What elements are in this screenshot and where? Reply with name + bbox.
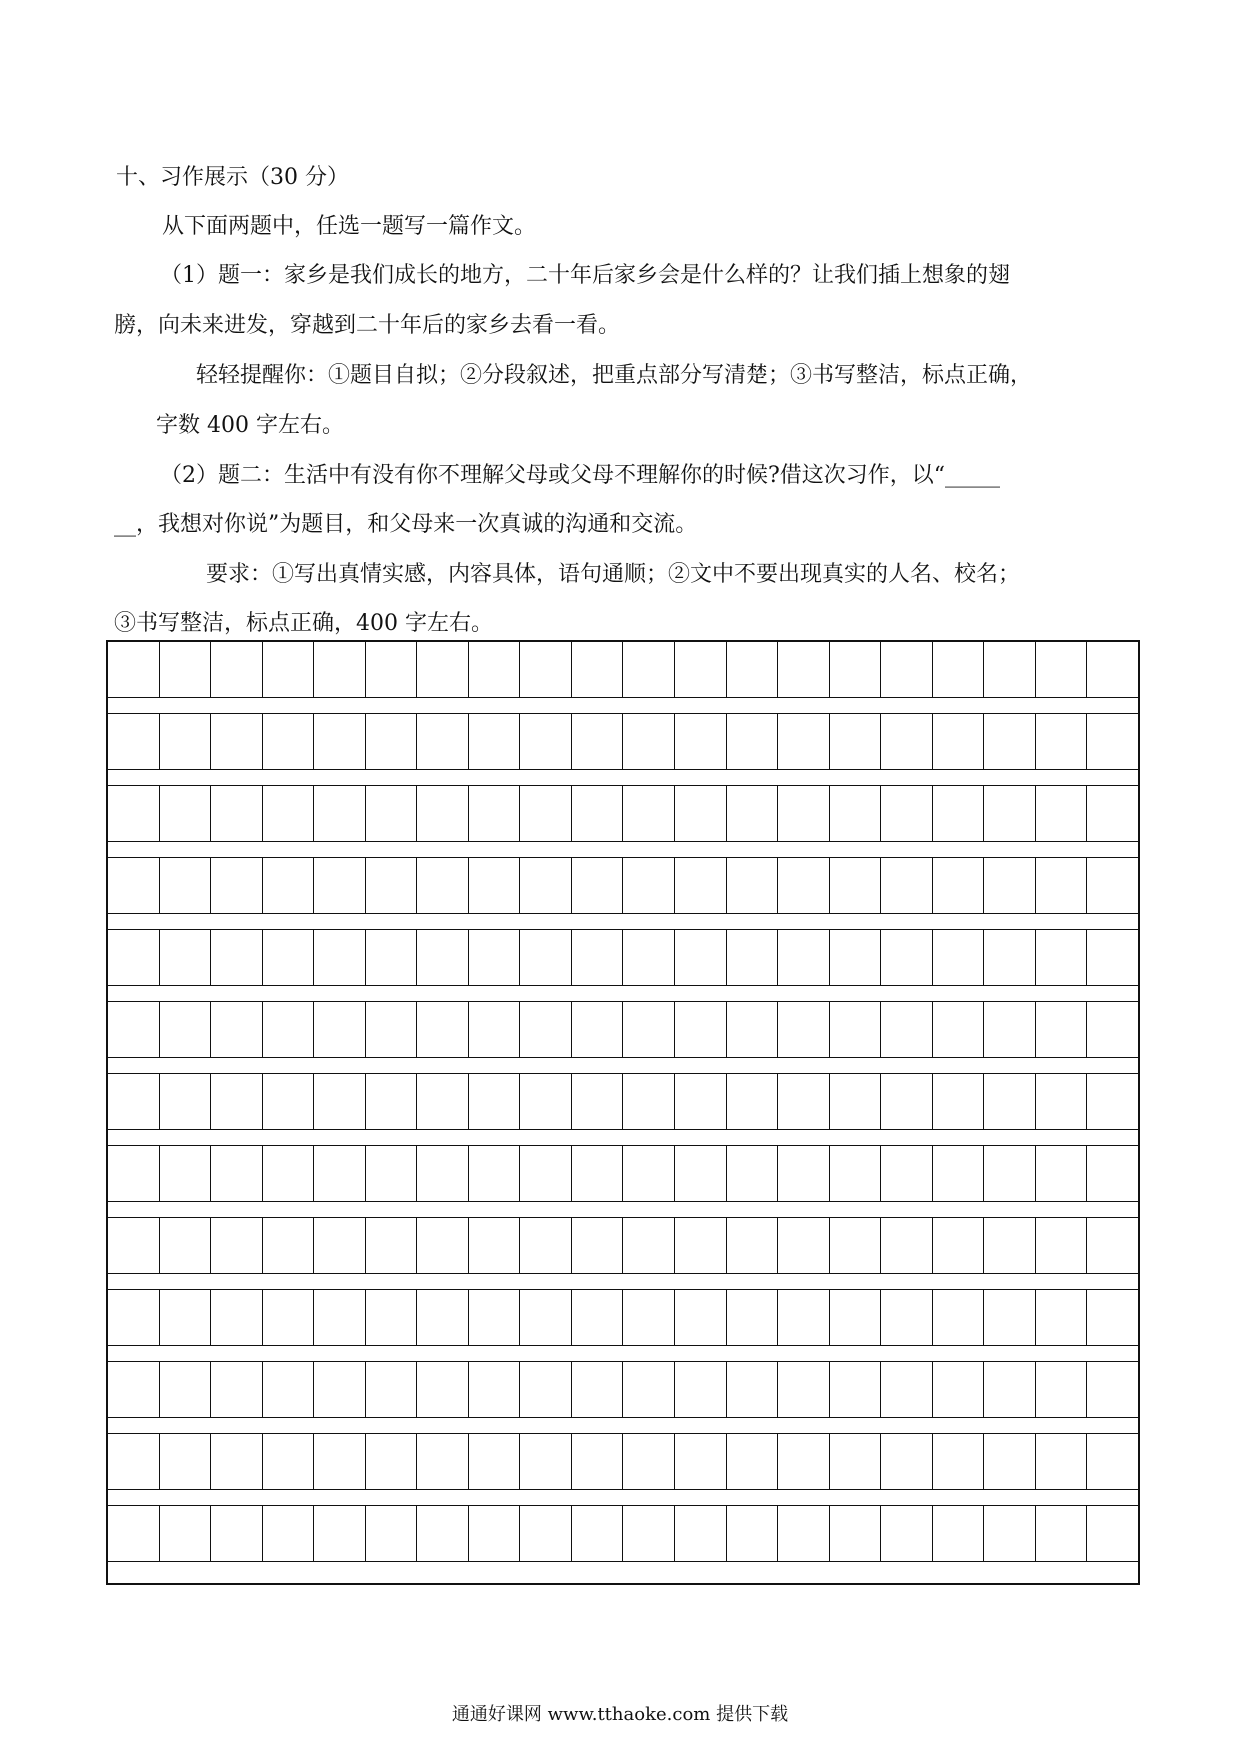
grid-cell <box>1036 858 1088 913</box>
grid-cell <box>778 642 830 697</box>
grid-cell <box>675 1002 727 1057</box>
grid-cell <box>778 1002 830 1057</box>
grid-cell <box>160 786 212 841</box>
grid-row <box>108 786 1138 858</box>
topic1-hint-line2: 字数 400 字左右。 <box>156 413 344 438</box>
composition-grid <box>106 640 1140 1585</box>
grid-cell <box>314 930 366 985</box>
grid-cell <box>778 858 830 913</box>
grid-cell <box>830 1506 882 1561</box>
grid-cell <box>623 1002 675 1057</box>
grid-cell <box>520 1074 572 1129</box>
grid-cell <box>160 1506 212 1561</box>
grid-cell <box>675 930 727 985</box>
grid-cell <box>1036 1146 1088 1201</box>
grid-cell <box>881 714 933 769</box>
grid-cell <box>830 642 882 697</box>
grid-cell <box>108 1074 160 1129</box>
grid-cell <box>572 930 624 985</box>
grid-cell <box>108 930 160 985</box>
grid-cell <box>830 1146 882 1201</box>
topic1-line2: 膀，向未来进发，穿越到二十年后的家乡去看一看。 <box>114 313 621 338</box>
grid-cell <box>623 1290 675 1345</box>
topic1-line1: （1）题一：家乡是我们成长的地方，二十年后家乡会是什么样的？让我们插上想象的翅 <box>160 263 1010 288</box>
grid-cell <box>469 714 521 769</box>
grid-cell <box>1087 858 1138 913</box>
grid-cell <box>108 1002 160 1057</box>
grid-cell <box>623 1146 675 1201</box>
grid-cell <box>469 1218 521 1273</box>
grid-cell <box>417 1506 469 1561</box>
grid-cell <box>623 1506 675 1561</box>
grid-cell <box>211 930 263 985</box>
grid-cell <box>211 1074 263 1129</box>
grid-cell <box>211 1362 263 1417</box>
grid-cell <box>984 714 1036 769</box>
grid-cell <box>1087 1074 1138 1129</box>
grid-cell <box>314 1362 366 1417</box>
grid-cell <box>727 930 779 985</box>
grid-cell <box>263 714 315 769</box>
grid-cell <box>933 1290 985 1345</box>
grid-cell <box>778 786 830 841</box>
grid-row <box>108 1218 1138 1290</box>
grid-cell <box>160 858 212 913</box>
grid-cell <box>727 786 779 841</box>
grid-row-gap <box>108 769 1138 786</box>
grid-cell <box>984 1506 1036 1561</box>
grid-cell <box>211 1146 263 1201</box>
grid-cell <box>727 642 779 697</box>
grid-cell <box>933 1362 985 1417</box>
grid-cell <box>933 1146 985 1201</box>
grid-cell <box>366 1074 418 1129</box>
grid-cell <box>469 1434 521 1489</box>
grid-cell <box>830 1362 882 1417</box>
grid-cell <box>1036 1434 1088 1489</box>
grid-cell <box>778 1218 830 1273</box>
grid-cell <box>160 1434 212 1489</box>
grid-cell <box>263 1434 315 1489</box>
grid-cell <box>366 642 418 697</box>
grid-cell <box>778 930 830 985</box>
grid-cell <box>314 1434 366 1489</box>
grid-cell <box>881 1146 933 1201</box>
grid-cell <box>881 858 933 913</box>
grid-cell <box>1036 1074 1088 1129</box>
grid-cell <box>675 1146 727 1201</box>
grid-cell <box>211 1002 263 1057</box>
grid-cell <box>984 1290 1036 1345</box>
grid-cell <box>314 1290 366 1345</box>
grid-row-gap <box>108 1057 1138 1074</box>
grid-cell <box>1036 786 1088 841</box>
grid-cell <box>778 1434 830 1489</box>
grid-cell <box>933 1506 985 1561</box>
grid-cell <box>1087 1290 1138 1345</box>
topic1-hint-line1: 轻轻提醒你：①题目自拟；②分段叙述，把重点部分写清楚；③书写整洁，标点正确， <box>196 363 1033 388</box>
grid-row <box>108 1146 1138 1218</box>
grid-cell <box>417 1218 469 1273</box>
grid-cell <box>881 1434 933 1489</box>
grid-cell <box>417 1290 469 1345</box>
grid-cell <box>108 858 160 913</box>
grid-cell <box>984 858 1036 913</box>
grid-cell <box>520 930 572 985</box>
grid-cell <box>160 1362 212 1417</box>
grid-cell <box>881 1362 933 1417</box>
grid-cell <box>727 1362 779 1417</box>
grid-cell <box>675 1506 727 1561</box>
section-title: 十、习作展示（30 分） <box>116 165 349 190</box>
grid-cell <box>520 1362 572 1417</box>
grid-cell <box>675 1362 727 1417</box>
grid-cell <box>623 1218 675 1273</box>
grid-cell <box>417 930 469 985</box>
grid-cell <box>933 1074 985 1129</box>
grid-row <box>108 1506 1138 1578</box>
grid-cell <box>675 786 727 841</box>
grid-cell <box>727 1218 779 1273</box>
grid-cell <box>1036 930 1088 985</box>
grid-row-gap <box>108 1489 1138 1506</box>
grid-cell <box>1036 642 1088 697</box>
grid-cell <box>417 1362 469 1417</box>
grid-row <box>108 714 1138 786</box>
grid-cell <box>1036 1290 1088 1345</box>
grid-cell <box>778 1290 830 1345</box>
grid-cell <box>108 714 160 769</box>
grid-cell <box>572 714 624 769</box>
grid-cell <box>675 858 727 913</box>
grid-cell <box>108 1434 160 1489</box>
grid-row-gap <box>108 1129 1138 1146</box>
grid-cell <box>1087 1362 1138 1417</box>
grid-cell <box>984 786 1036 841</box>
grid-cell <box>572 1434 624 1489</box>
grid-cell <box>778 1362 830 1417</box>
grid-cell <box>778 1146 830 1201</box>
grid-cell <box>984 1146 1036 1201</box>
grid-cell <box>469 1506 521 1561</box>
grid-cell <box>778 714 830 769</box>
grid-cell <box>520 642 572 697</box>
grid-cell <box>1087 1434 1138 1489</box>
grid-cell <box>314 1506 366 1561</box>
grid-cell <box>417 858 469 913</box>
grid-cell <box>417 642 469 697</box>
grid-cell <box>623 786 675 841</box>
intro-text: 从下面两题中，任选一题写一篇作文。 <box>162 214 537 239</box>
grid-cell <box>366 1290 418 1345</box>
grid-cell <box>1036 1002 1088 1057</box>
grid-row <box>108 1290 1138 1362</box>
grid-cell <box>263 1290 315 1345</box>
grid-cell <box>933 1434 985 1489</box>
grid-cell <box>623 930 675 985</box>
grid-cell <box>520 1218 572 1273</box>
grid-cell <box>263 1074 315 1129</box>
grid-cell <box>778 1506 830 1561</box>
grid-row-gap <box>108 1201 1138 1218</box>
grid-cell <box>727 858 779 913</box>
grid-cell <box>1087 1146 1138 1201</box>
grid-cell <box>623 1434 675 1489</box>
grid-cell <box>263 786 315 841</box>
grid-cell <box>1036 1362 1088 1417</box>
grid-cell <box>314 1218 366 1273</box>
grid-cell <box>417 1002 469 1057</box>
grid-cell <box>263 858 315 913</box>
grid-cell <box>1087 1002 1138 1057</box>
grid-cell <box>1087 786 1138 841</box>
grid-cell <box>160 930 212 985</box>
grid-cell <box>417 1074 469 1129</box>
grid-cell <box>572 858 624 913</box>
grid-cell <box>572 1002 624 1057</box>
grid-cell <box>830 1218 882 1273</box>
grid-cell <box>469 858 521 913</box>
grid-cell <box>572 1290 624 1345</box>
grid-cell <box>1036 1218 1088 1273</box>
grid-cell <box>830 858 882 913</box>
grid-cell <box>160 1002 212 1057</box>
topic2-line1: （2）题二：生活中有没有你不理解父母或父母不理解你的时候?借这次习作，以“_____ <box>160 463 1001 488</box>
grid-cell <box>984 642 1036 697</box>
grid-cell <box>778 1074 830 1129</box>
grid-cell <box>160 642 212 697</box>
grid-cell <box>727 1002 779 1057</box>
grid-cell <box>933 642 985 697</box>
grid-cell <box>108 1362 160 1417</box>
grid-row <box>108 1002 1138 1074</box>
grid-cell <box>366 1002 418 1057</box>
grid-cell <box>830 1074 882 1129</box>
grid-cell <box>727 1434 779 1489</box>
grid-cell <box>623 1074 675 1129</box>
grid-cell <box>366 930 418 985</box>
grid-cell <box>108 786 160 841</box>
grid-cell <box>984 930 1036 985</box>
grid-row <box>108 1074 1138 1146</box>
grid-cell <box>263 1146 315 1201</box>
grid-cell <box>984 1002 1036 1057</box>
grid-row-gap <box>108 1417 1138 1434</box>
grid-cell <box>211 1434 263 1489</box>
grid-cell <box>1036 714 1088 769</box>
grid-cell <box>314 858 366 913</box>
grid-cell <box>160 714 212 769</box>
grid-cell <box>727 1146 779 1201</box>
grid-cell <box>314 1146 366 1201</box>
grid-cell <box>1087 930 1138 985</box>
grid-cell <box>830 714 882 769</box>
grid-cell <box>108 1506 160 1561</box>
grid-cell <box>417 1146 469 1201</box>
grid-cell <box>520 1290 572 1345</box>
grid-cell <box>211 1506 263 1561</box>
grid-cell <box>933 858 985 913</box>
grid-cell <box>160 1074 212 1129</box>
grid-row-gap <box>108 985 1138 1002</box>
grid-row <box>108 930 1138 1002</box>
grid-cell <box>520 786 572 841</box>
grid-cell <box>830 1434 882 1489</box>
grid-row <box>108 1434 1138 1506</box>
grid-cell <box>830 930 882 985</box>
grid-cell <box>469 1002 521 1057</box>
grid-cell <box>675 1218 727 1273</box>
grid-cell <box>881 1074 933 1129</box>
grid-cell <box>572 1074 624 1129</box>
grid-cell <box>108 1218 160 1273</box>
grid-cell <box>675 1290 727 1345</box>
grid-cell <box>520 858 572 913</box>
grid-cell <box>520 1434 572 1489</box>
grid-cell <box>1036 1506 1088 1561</box>
grid-cell <box>417 786 469 841</box>
grid-cell <box>727 1290 779 1345</box>
grid-cell <box>469 930 521 985</box>
grid-cell <box>727 714 779 769</box>
grid-cell <box>933 1218 985 1273</box>
grid-cell <box>366 714 418 769</box>
grid-cell <box>108 1290 160 1345</box>
grid-cell <box>366 1362 418 1417</box>
grid-cell <box>263 1218 315 1273</box>
grid-cell <box>1087 714 1138 769</box>
grid-cell <box>830 1002 882 1057</box>
grid-cell <box>933 930 985 985</box>
grid-cell <box>366 1146 418 1201</box>
grid-cell <box>160 1218 212 1273</box>
grid-cell <box>366 1434 418 1489</box>
grid-cell <box>881 1506 933 1561</box>
grid-cell <box>984 1074 1036 1129</box>
grid-row-gap <box>108 1561 1138 1578</box>
grid-cell <box>881 642 933 697</box>
topic2-req-line1: 要求：①写出真情实感，内容具体，语句通顺；②文中不要出现真实的人名、校名； <box>206 562 1021 587</box>
grid-cell <box>211 858 263 913</box>
grid-cell <box>469 1074 521 1129</box>
grid-cell <box>263 1002 315 1057</box>
grid-cell <box>520 1146 572 1201</box>
grid-cell <box>314 714 366 769</box>
grid-cell <box>314 1002 366 1057</box>
grid-cell <box>469 1146 521 1201</box>
grid-cell <box>572 1146 624 1201</box>
grid-cell <box>263 1362 315 1417</box>
grid-cell <box>1087 1218 1138 1273</box>
grid-cell <box>520 714 572 769</box>
grid-cell <box>623 642 675 697</box>
grid-cell <box>984 1362 1036 1417</box>
grid-cell <box>108 1146 160 1201</box>
grid-cell <box>469 642 521 697</box>
grid-cell <box>830 786 882 841</box>
grid-cell <box>469 1290 521 1345</box>
grid-cell <box>572 1506 624 1561</box>
grid-cell <box>933 786 985 841</box>
grid-cell <box>211 714 263 769</box>
grid-row <box>108 642 1138 714</box>
grid-row-gap <box>108 697 1138 714</box>
grid-cell <box>675 1434 727 1489</box>
grid-cell <box>211 1218 263 1273</box>
grid-cell <box>263 1506 315 1561</box>
grid-cell <box>366 1218 418 1273</box>
grid-cell <box>572 786 624 841</box>
grid-cell <box>108 642 160 697</box>
grid-cell <box>727 1506 779 1561</box>
grid-row <box>108 858 1138 930</box>
grid-cell <box>520 1506 572 1561</box>
grid-cell <box>366 1506 418 1561</box>
grid-cell <box>623 714 675 769</box>
grid-cell <box>211 1290 263 1345</box>
grid-cell <box>469 1362 521 1417</box>
grid-cell <box>881 930 933 985</box>
grid-cell <box>984 1434 1036 1489</box>
grid-cell <box>675 714 727 769</box>
grid-cell <box>314 642 366 697</box>
grid-cell <box>881 786 933 841</box>
grid-cell <box>160 1146 212 1201</box>
grid-cell <box>881 1290 933 1345</box>
grid-row <box>108 1362 1138 1434</box>
grid-cell <box>623 858 675 913</box>
grid-cell <box>984 1218 1036 1273</box>
grid-cell <box>933 714 985 769</box>
grid-cell <box>263 930 315 985</box>
grid-cell <box>830 1290 882 1345</box>
grid-cell <box>366 858 418 913</box>
grid-cell <box>572 1362 624 1417</box>
grid-cell <box>572 642 624 697</box>
grid-cell <box>1087 642 1138 697</box>
topic2-line2: __，我想对你说”为题目，和父母来一次真诚的沟通和交流。 <box>114 512 698 537</box>
grid-cell <box>469 786 521 841</box>
grid-cell <box>881 1218 933 1273</box>
grid-cell <box>366 786 418 841</box>
grid-cell <box>1087 1506 1138 1561</box>
grid-row-gap <box>108 913 1138 930</box>
footer-text: 通通好课网 www.tthaoke.com 提供下载 <box>451 1704 789 1725</box>
grid-cell <box>417 1434 469 1489</box>
grid-row-gap <box>108 1273 1138 1290</box>
grid-row-gap <box>108 841 1138 858</box>
grid-cell <box>623 1362 675 1417</box>
grid-cell <box>881 1002 933 1057</box>
topic2-req-line2: ③书写整洁，标点正确，400 字左右。 <box>114 611 493 636</box>
grid-cell <box>675 642 727 697</box>
grid-cell <box>675 1074 727 1129</box>
grid-cell <box>211 786 263 841</box>
grid-cell <box>263 642 315 697</box>
grid-cell <box>727 1074 779 1129</box>
grid-cell <box>314 786 366 841</box>
grid-cell <box>933 1002 985 1057</box>
grid-cell <box>160 1290 212 1345</box>
grid-cell <box>211 642 263 697</box>
grid-row-gap <box>108 1345 1138 1362</box>
grid-cell <box>417 714 469 769</box>
grid-cell <box>520 1002 572 1057</box>
grid-cell <box>314 1074 366 1129</box>
grid-cell <box>572 1218 624 1273</box>
